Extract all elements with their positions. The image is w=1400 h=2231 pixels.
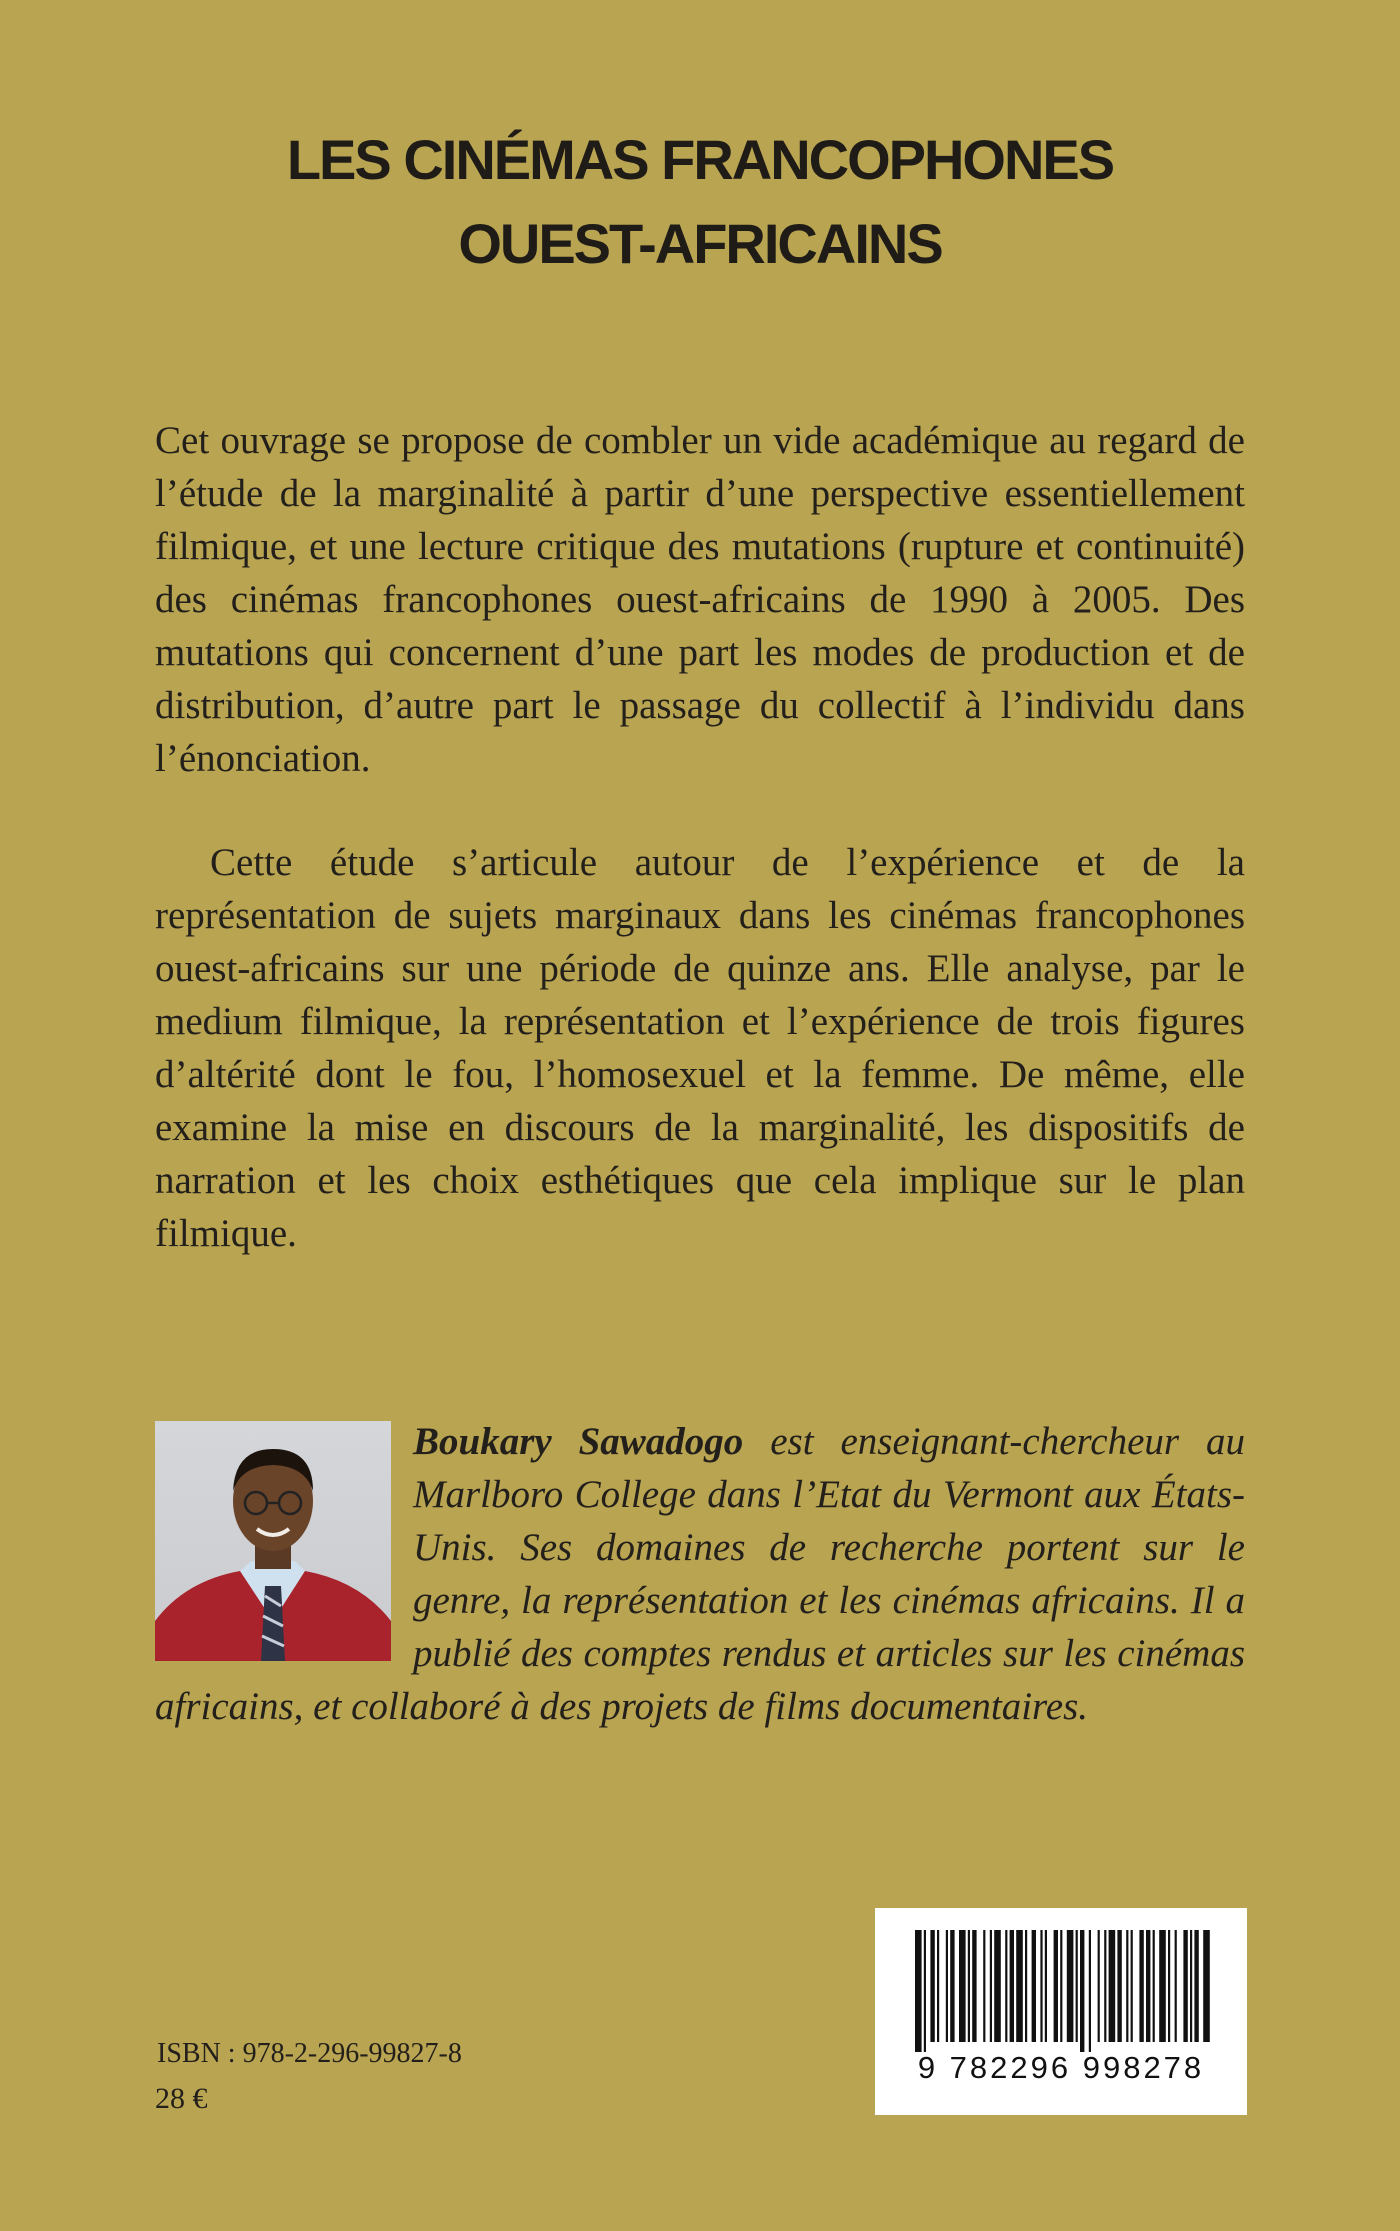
author-photo [155,1421,391,1661]
synopsis-paragraph-2: Cette étude s’articule autour de l’expérience et de la représentation de sujets marginaux dans les cinémas francophones ouest-africains sur une période de quinze ans. Elle analyse, par le medium filmique, la représentation et l’expérience de trois figures d’altérité dont le fou, l’homosexuel et la femme. De même, elle examine la mise en discours de la marginalité, les dispositifs de narration et les choix esthétiques que cela implique sur le plan filmique. [155,841,1245,1255]
author-bio [155,1415,1245,1733]
synopsis-paragraph-1: Cet ouvrage se propose de combler un vide académique au regard de l’étude de la marginalité à partir d’une perspective essentiellement filmique, et une lecture critique des mutations (rupture et continuité) des cinémas francophones ouest-africains de 1990 à 2005. Des mutations qui concernent d’une part les modes de production et de distribution, d’autre part le passage du collectif à l’individu dans l’énonciation. [155,419,1245,780]
price: 28 € [155,2082,208,2115]
title-line-2: OUEST-AFRICAINS [458,212,942,275]
book-title [0,118,1400,286]
author-bio-text: est enseignant-chercheur au Marlboro College dans l’Etat du Vermont aux États-Unis. Ses domaines de recherche portent sur le genre, la représentation et les cinémas africains. Il a publié des comptes rendus et articles sur les cinémas africains, et collaboré à des projets de films documentaires. [155,1420,1245,1728]
author-name: Boukary Sawadogo [413,1420,744,1463]
title-line-1: LES CINÉMAS FRANCOPHONES [286,128,1114,191]
isbn: ISBN : 978-2-296-99827-8 [157,2038,462,2069]
barcode [875,1908,1247,2115]
barcode-digits: 9 782296 998278 [917,2050,1205,2085]
